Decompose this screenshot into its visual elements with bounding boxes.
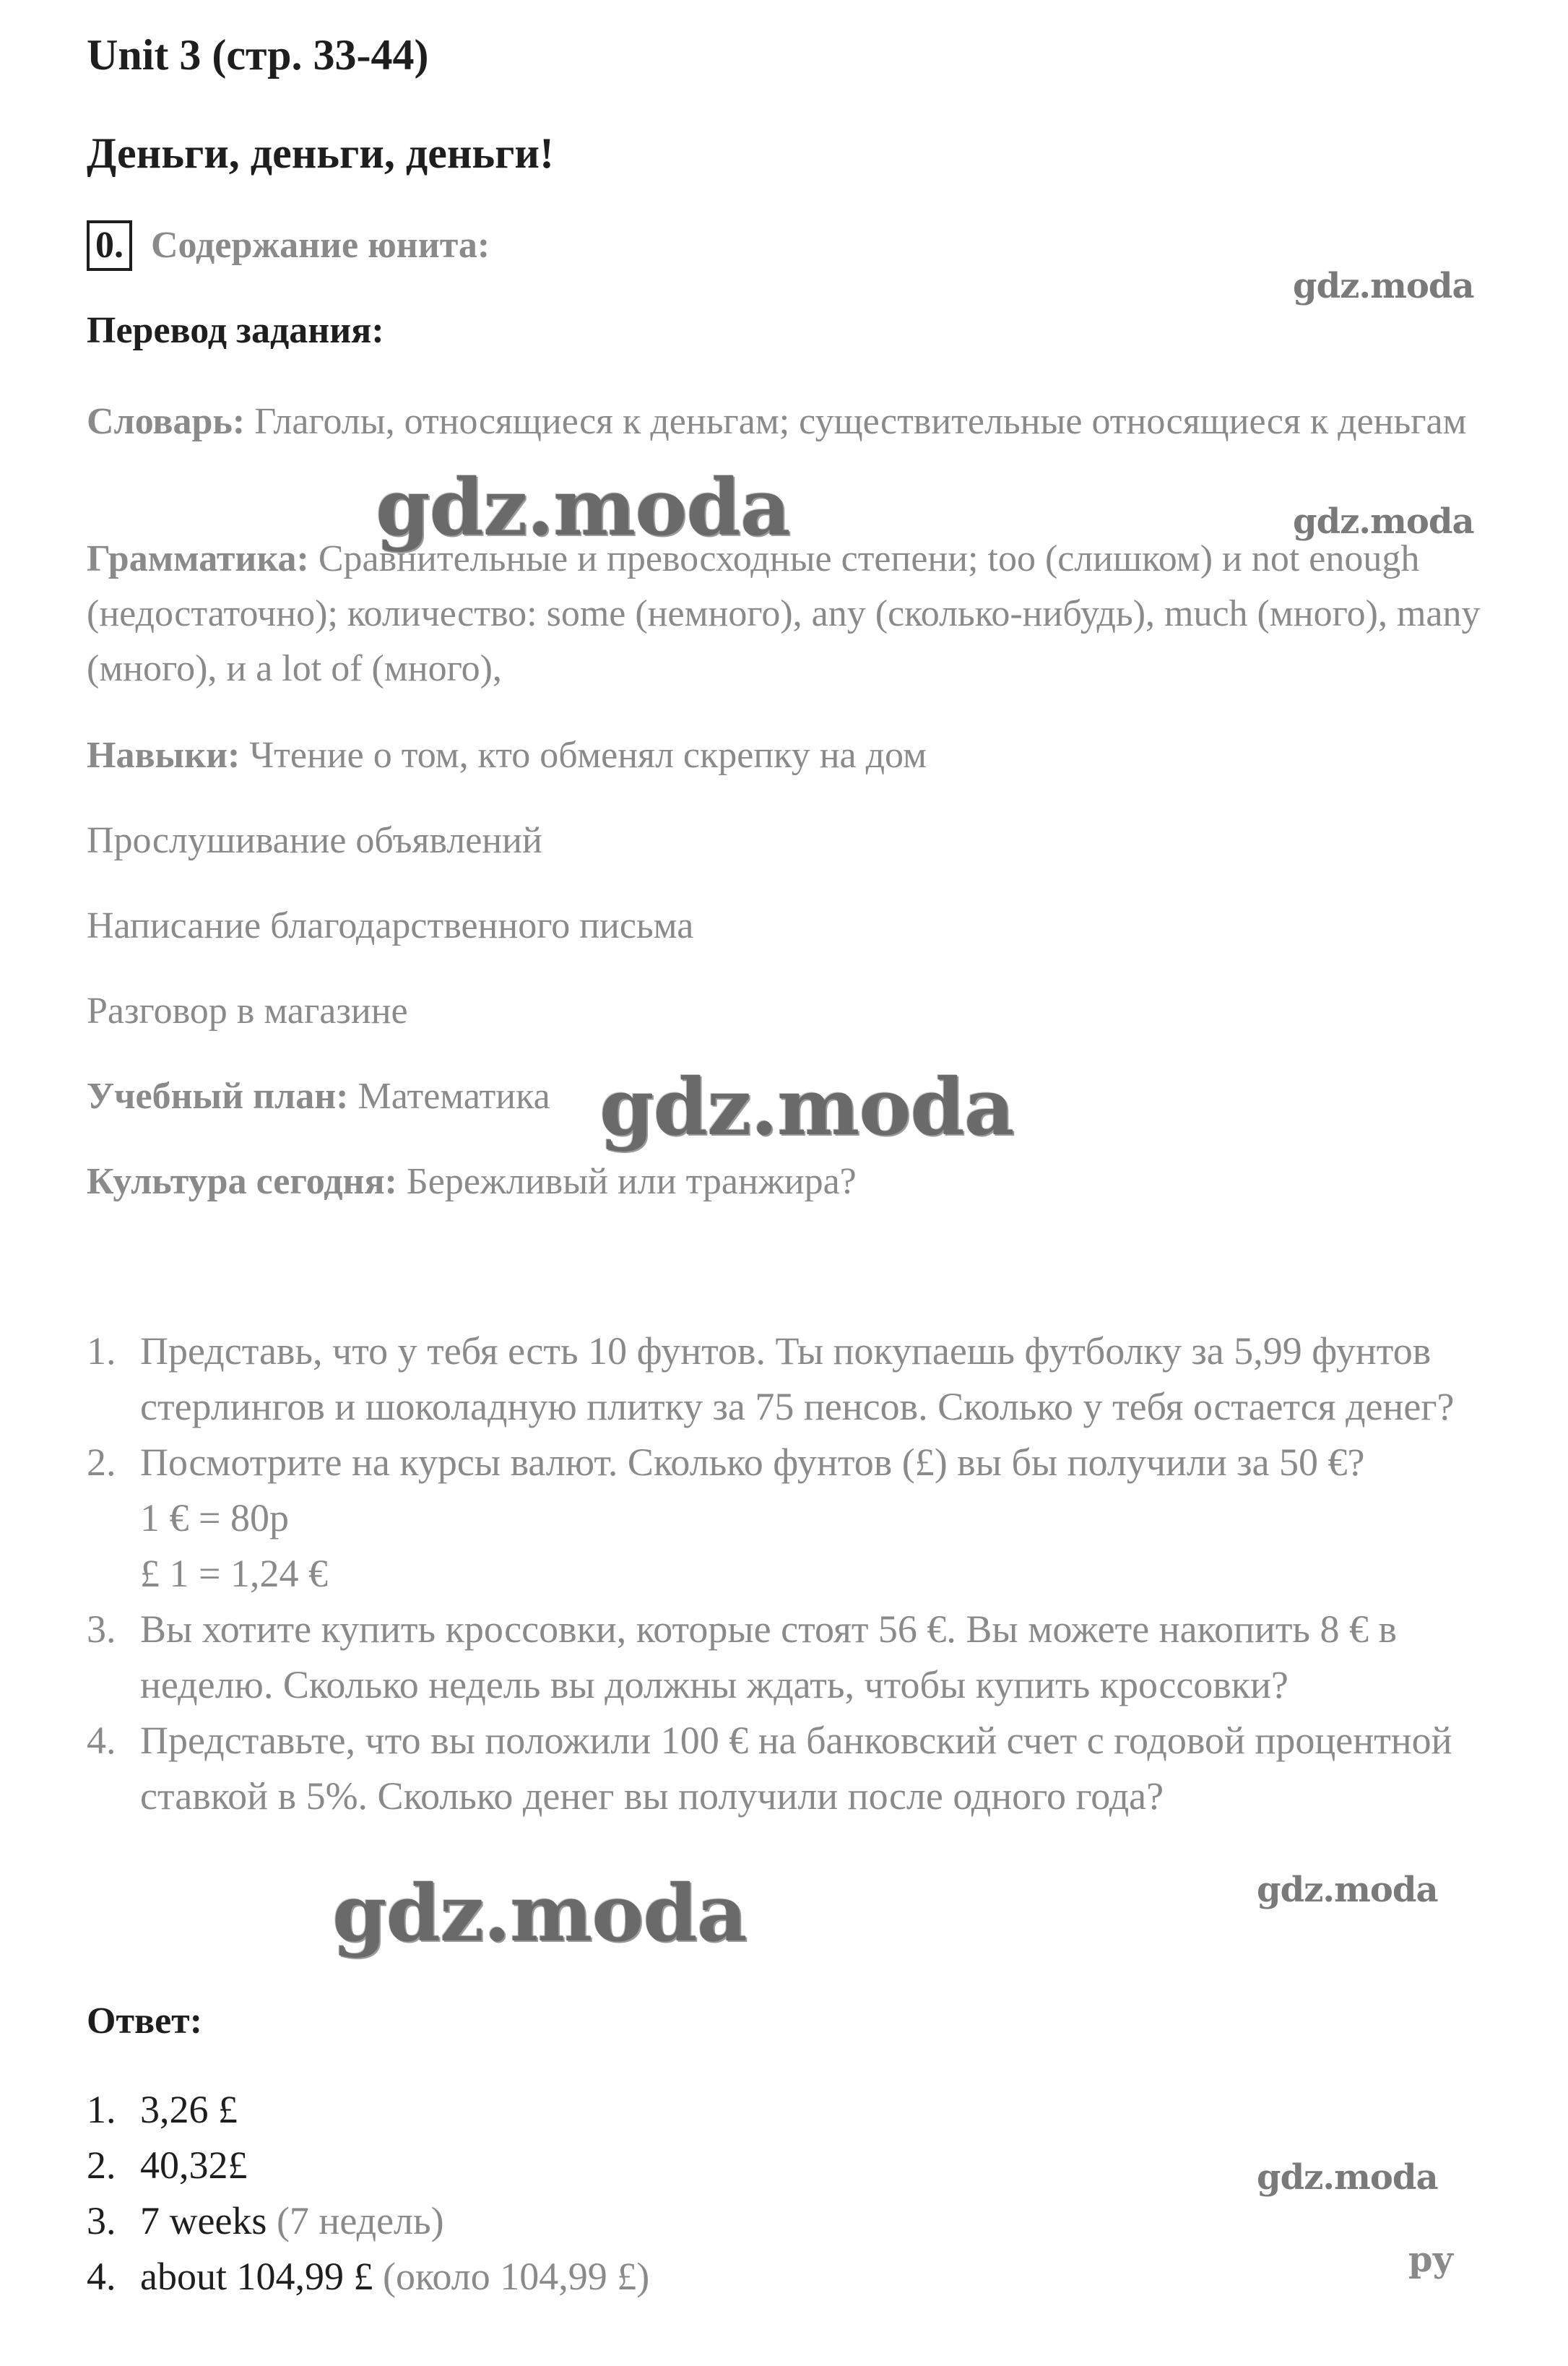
- question-item: [87, 1435, 1481, 1602]
- answer-text: about 104,99 £: [140, 2255, 373, 2298]
- watermark: gdz.moda: [332, 1868, 747, 1959]
- question-item: [87, 1602, 1481, 1713]
- exchange-rate-euro: 1 € = 80p: [140, 1496, 289, 1540]
- culture-line: [87, 1154, 1481, 1209]
- grammar-line: [87, 532, 1481, 696]
- watermark-fragment: ру: [1408, 2240, 1454, 2280]
- vocabulary-label: Словарь:: [87, 401, 246, 442]
- skills-listening-text: Прослушивание объявлений: [87, 820, 542, 861]
- watermark: gdz.moda: [1257, 1870, 1438, 1910]
- section-number-box: 0.: [87, 220, 132, 271]
- section-title: Содержание юнита:: [151, 225, 490, 266]
- skills-writing-text: Написание благодарственного письма: [87, 905, 694, 946]
- grammar-label: Грамматика:: [87, 538, 309, 579]
- question-text: Вы хотите купить кроссовки, которые стоят 56 €. Вы можете накопить 8 € в неделю. Сколько недель вы должны ждать, чтобы купить кроссовки?: [140, 1607, 1398, 1706]
- questions-list: [87, 1324, 1481, 1824]
- page-title: Деньги, деньги, деньги!: [87, 129, 554, 177]
- culture-label: Культура сегодня:: [87, 1161, 397, 1202]
- answer-number: 3.: [87, 2199, 116, 2242]
- answer-text: 40,32£: [140, 2143, 248, 2187]
- answer-item: [87, 2249, 1481, 2305]
- vocabulary-line: [87, 394, 1481, 449]
- question-number: 3.: [87, 1607, 116, 1651]
- question-item: [87, 1713, 1481, 1824]
- answer-text: 7 weeks: [140, 2199, 267, 2242]
- answer-item: [87, 2193, 1481, 2249]
- answer-number: 4.: [87, 2255, 116, 2298]
- grammar-text: Сравнительные и превосходные степени; too (слишком) и not enough (недостаточно); количество: some (немного), any (сколько-нибудь), much (много), many (много), и a lot of (много),: [87, 538, 1481, 689]
- question-text: Представьте, что вы положили 100 € на банковский счет с годовой процентной ставкой в 5%. Сколько денег вы получили после одного года?: [140, 1719, 1452, 1818]
- exchange-rate-pound: £ 1 = 1,24 €: [140, 1552, 328, 1595]
- curriculum-label: Учебный план:: [87, 1076, 349, 1117]
- answer-heading: Ответ:: [87, 2000, 203, 2042]
- skills-label: Навыки:: [87, 735, 241, 776]
- section-header: [87, 218, 1481, 273]
- culture-text: Бережливый или транжира?: [397, 1161, 857, 1202]
- answer-number: 2.: [87, 2143, 116, 2187]
- answer-number: 1.: [87, 2088, 116, 2131]
- vocabulary-text: Глаголы, относящиеся к деньгам; существительные относящиеся к деньгам: [245, 401, 1467, 442]
- question-number: 4.: [87, 1719, 116, 1762]
- watermark: gdz.moda: [1293, 266, 1474, 306]
- question-text: Посмотрите на курсы валют. Сколько фунтов (£) вы бы получили за 50 €?: [140, 1441, 1365, 1484]
- watermark: gdz.moda: [376, 462, 790, 553]
- watermark: gdz.moda: [599, 1062, 1014, 1153]
- translation-heading: Перевод задания:: [87, 310, 384, 351]
- watermark: gdz.moda: [1293, 501, 1474, 542]
- skills-line: [87, 728, 1481, 783]
- question-item: [87, 1324, 1481, 1435]
- watermark: gdz.moda: [1257, 2157, 1438, 2198]
- curriculum-text: Математика: [348, 1076, 550, 1117]
- answer-item: [87, 2082, 1481, 2138]
- answer-translation: (7 недель): [267, 2199, 444, 2242]
- unit-title: Unit 3 (стр. 33-44): [87, 31, 429, 79]
- question-number: 2.: [87, 1441, 116, 1484]
- skills-speaking-text: Разговор в магазине: [87, 990, 408, 1032]
- answer-translation: (около 104,99 £): [373, 2255, 650, 2298]
- skills-reading-text: Чтение о том, кто обменял скрепку на дом: [240, 735, 927, 776]
- question-text: Представь, что у тебя есть 10 фунтов. Ты покупаешь футболку за 5,99 фунтов стерлингов и шоколадную плитку за 75 пенсов. Сколько у тебя остается денег?: [140, 1329, 1455, 1428]
- question-number: 1.: [87, 1329, 116, 1373]
- answer-text: 3,26 £: [140, 2088, 238, 2131]
